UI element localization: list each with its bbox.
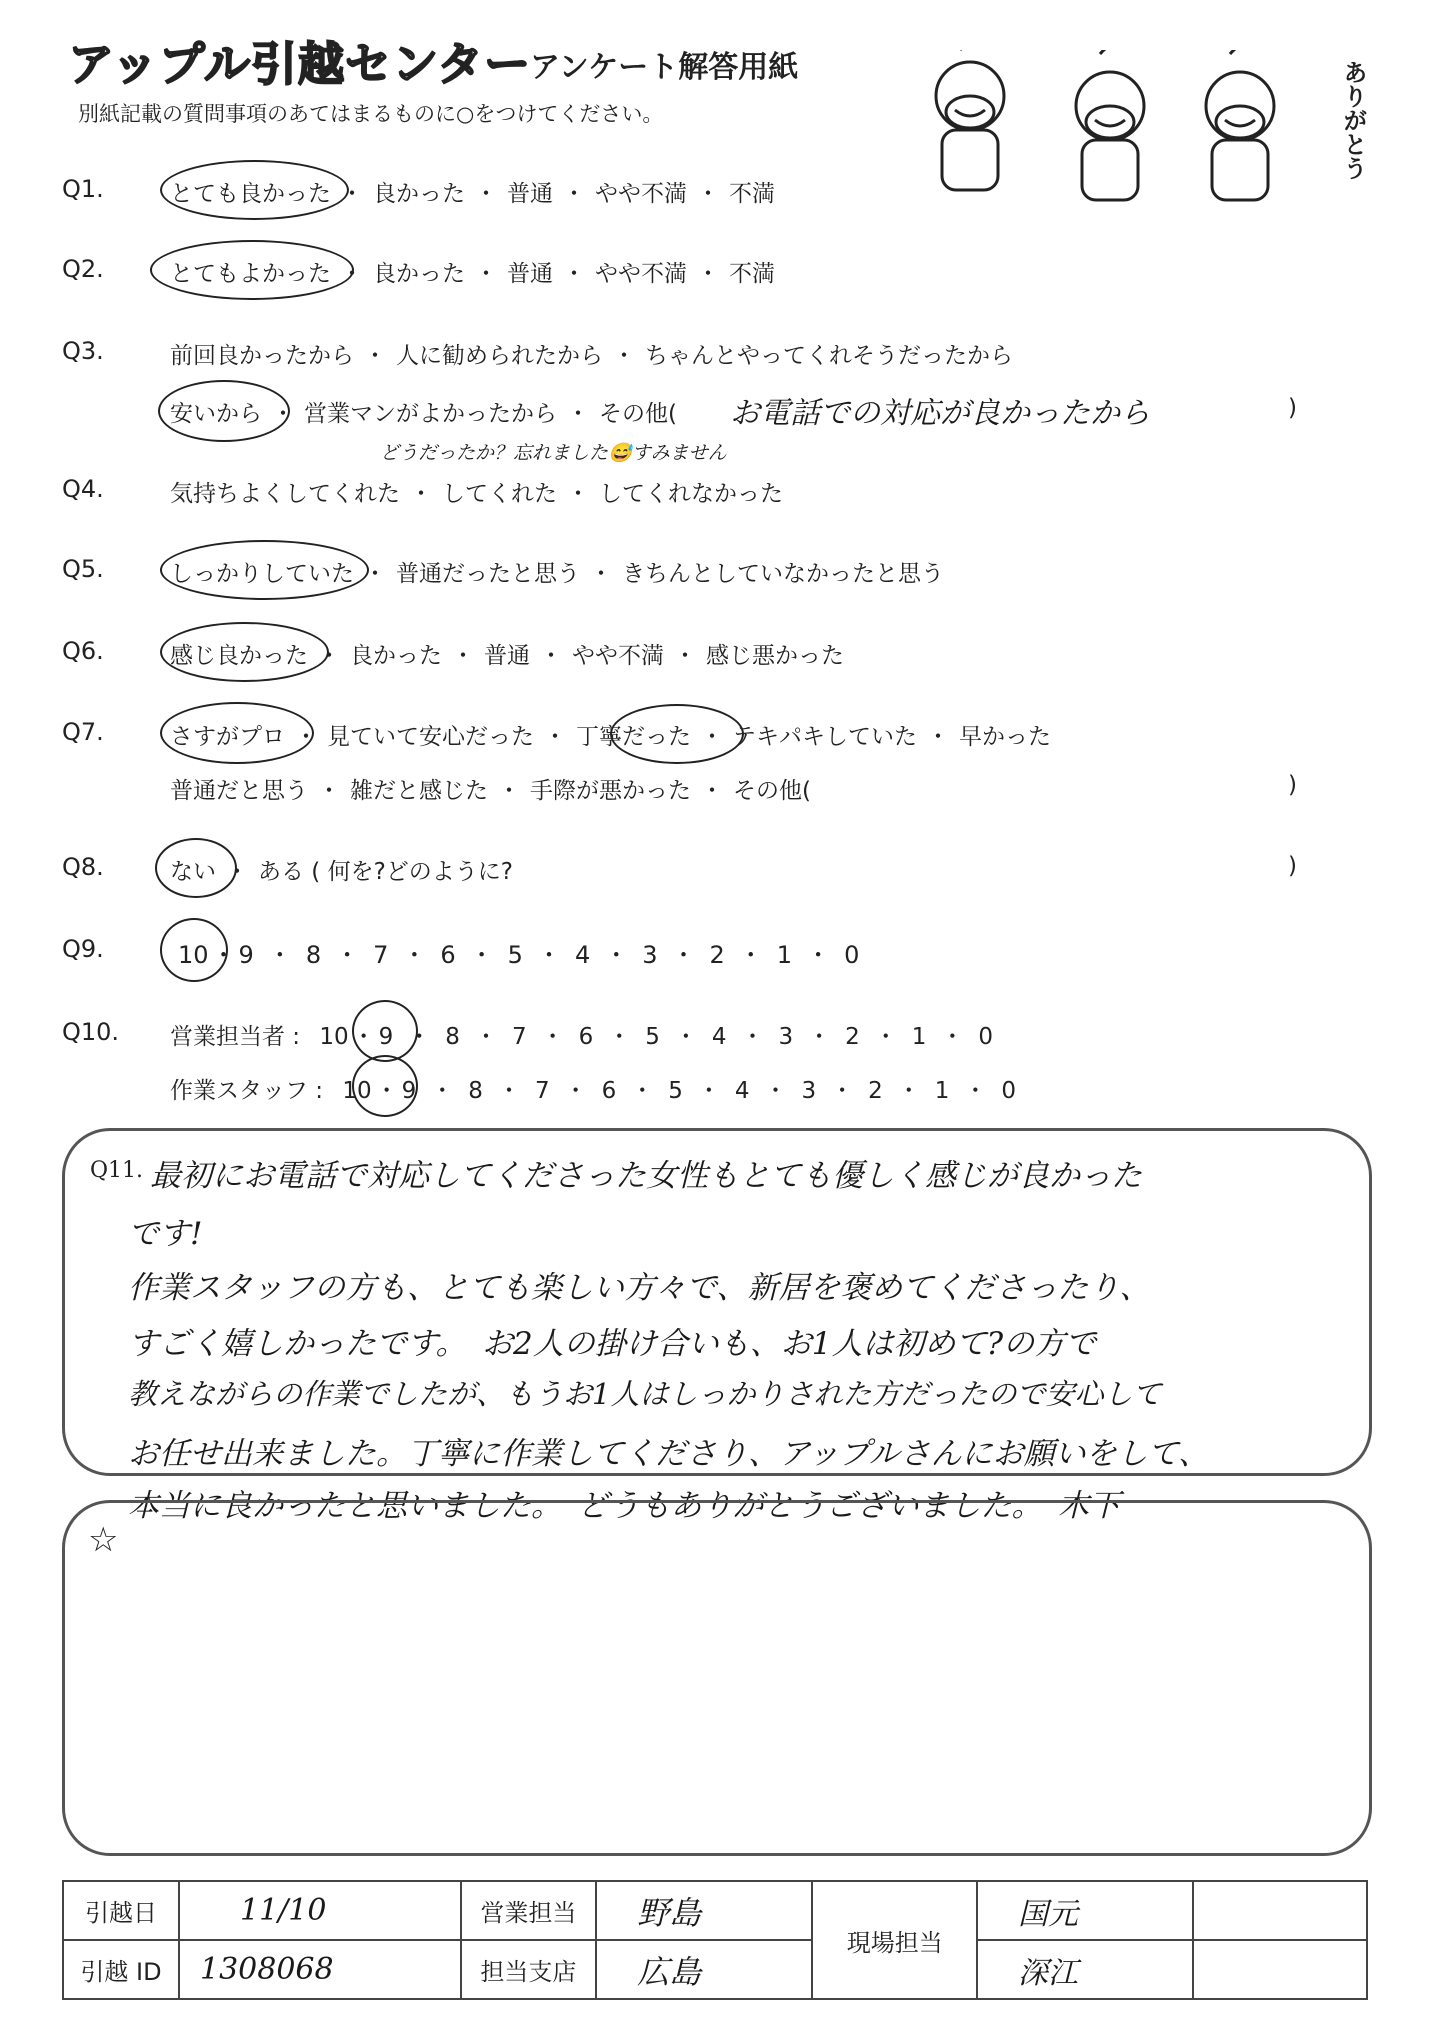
site-label: 現場担当 xyxy=(812,1881,977,1999)
q9-scale: 10 ・ 9 ・ 8 ・ 7 ・ 6 ・ 5 ・ 4 ・ 3 ・ 2 ・ 1 ・ 0 xyxy=(178,941,860,969)
q3-label: Q3. xyxy=(62,337,104,365)
q10-sales-score-1[interactable]: 1 xyxy=(911,1024,927,1050)
q4-option-2[interactable]: してくれた xyxy=(442,481,557,507)
q2-option-3[interactable]: 普通 xyxy=(507,261,553,287)
q6-option-1[interactable]: 感じ良かった xyxy=(170,643,308,669)
empty-cell xyxy=(1193,1881,1367,1940)
q9-score-5[interactable]: 5 xyxy=(507,941,523,969)
q7-option-9[interactable]: その他( xyxy=(733,778,811,804)
q6-option-2[interactable]: 良かった xyxy=(350,643,442,669)
q7-option-4[interactable]: テキパキしていた xyxy=(733,724,917,750)
q3-option-2[interactable]: 人に勧められたから xyxy=(396,343,603,369)
q9-score-9[interactable]: 9 xyxy=(238,941,254,969)
q11-line-6: お任せ出来ました。丁寧に作業してくださり、アップルさんにお願いをして、 xyxy=(128,1436,1209,1472)
q11-line-4: すごく嬉しかったです。 お2人の掛け合いも、お1人は初めて?の方で xyxy=(128,1326,1097,1362)
q10-staff-score-10[interactable]: 10 xyxy=(342,1078,372,1104)
q9-score-10[interactable]: 10 xyxy=(178,941,209,969)
move-date-label: 引越日 xyxy=(63,1881,179,1940)
q4-label: Q4. xyxy=(62,475,104,503)
q9-score-1[interactable]: 1 xyxy=(776,941,793,969)
q11-line-1: 最初にお電話で対応してくださった女性もとても優しく感じが良かった xyxy=(150,1158,1142,1194)
q1-label: Q1. xyxy=(62,175,104,203)
q9-score-7[interactable]: 7 xyxy=(373,941,389,969)
q10-sales-row: 営業担当者 : 10 ・ 9 ・ 8 ・ 7 ・ 6 ・ 5 ・ 4 ・ 3 ・ 2 ・ 1 ・ 0 xyxy=(170,1024,994,1050)
answer-circle xyxy=(160,540,369,600)
q10-sales-score-10[interactable]: 10 xyxy=(319,1024,349,1050)
company-title: アップル引越センター xyxy=(68,37,532,91)
q1-option-1[interactable]: とても良かった xyxy=(170,181,331,207)
answer-circle xyxy=(160,918,228,982)
q8-close-paren: ) xyxy=(1288,853,1297,879)
q10-sales-score-2[interactable]: 2 xyxy=(845,1024,860,1050)
q2-option-4[interactable]: やや不満 xyxy=(595,261,687,287)
q3-option-3[interactable]: ちゃんとやってくれそうだったから xyxy=(645,343,1013,369)
q5-option-3[interactable]: きちんとしていなかったと思う xyxy=(622,561,944,587)
q10-staff-score-8[interactable]: 8 xyxy=(468,1078,483,1104)
q9-score-2[interactable]: 2 xyxy=(709,941,725,969)
q3-note-handwritten: どうだったか？忘れました😅すみません xyxy=(380,442,727,464)
q10-staff-score-2[interactable]: 2 xyxy=(868,1078,883,1104)
branch-label: 担当支店 xyxy=(461,1940,596,1999)
q10-sales-score-8[interactable]: 8 xyxy=(445,1024,460,1050)
empty-cell xyxy=(1193,1940,1367,1999)
q7-line2: 普通だと思う ・ 雑だと感じた ・ 手際が悪かった ・ その他( xyxy=(170,778,811,804)
q10-sales-label: 営業担当者 : xyxy=(170,1024,301,1050)
q10-staff-score-7[interactable]: 7 xyxy=(534,1078,550,1104)
star-icon: ☆ xyxy=(88,1520,119,1560)
q10-staff-score-3[interactable]: 3 xyxy=(801,1078,817,1104)
answer-circle xyxy=(610,704,744,764)
form-title: アンケート解答用紙 xyxy=(530,50,799,85)
q3-line2: 安いから ・ 営業マンがよかったから ・ その他( xyxy=(170,401,677,427)
q10-staff-score-6[interactable]: 6 xyxy=(601,1078,617,1104)
q2-options: とてもよかった ・ 良かった ・ 普通 ・ やや不満 ・ 不満 xyxy=(170,261,775,287)
q9-score-3[interactable]: 3 xyxy=(642,941,658,969)
q1-option-2[interactable]: 良かった xyxy=(373,181,465,207)
q2-option-5[interactable]: 不満 xyxy=(729,261,775,287)
instruction-text: 別紙記載の質問事項のあてはまるものに○をつけてください。 xyxy=(78,102,664,126)
q7-option-8[interactable]: 手際が悪かった xyxy=(530,778,691,804)
q6-option-5[interactable]: 感じ悪かった xyxy=(706,643,844,669)
move-date-value: 11/10 xyxy=(179,1881,461,1940)
q4-option-1[interactable]: 気持ちよくしてくれた xyxy=(170,481,400,507)
q1-option-3[interactable]: 普通 xyxy=(507,181,553,207)
q11-line-5: 教えながらの作業でしたが、もうお1人はしっかりされた方だったので安心して xyxy=(128,1377,1162,1411)
q10-sales-score-9[interactable]: 9 xyxy=(378,1024,394,1050)
q7-option-1[interactable]: さすがプロ xyxy=(170,724,285,750)
q7-option-2[interactable]: 見ていて安心だった xyxy=(327,724,534,750)
q10-sales-score-3[interactable]: 3 xyxy=(778,1024,794,1050)
sales-value: 野島 xyxy=(596,1881,812,1940)
q10-staff-score-0[interactable]: 0 xyxy=(1001,1078,1017,1104)
q7-option-7[interactable]: 雑だと感じた xyxy=(350,778,488,804)
answer-circle xyxy=(155,838,237,898)
q6-label: Q6. xyxy=(62,637,104,665)
move-id-value: 1308068 xyxy=(179,1940,461,1999)
q5-option-2[interactable]: 普通だったと思う xyxy=(396,561,580,587)
q1-option-5[interactable]: 不満 xyxy=(729,181,775,207)
q3-option-4[interactable]: 安いから xyxy=(170,401,262,427)
answer-circle xyxy=(160,702,314,764)
q10-sales-score-4[interactable]: 4 xyxy=(711,1024,727,1050)
q10-label: Q10. xyxy=(62,1018,120,1046)
q8-label: Q8. xyxy=(62,853,104,881)
q10-staff-score-1[interactable]: 1 xyxy=(934,1078,950,1104)
monkey-mascot-icon xyxy=(900,50,1340,210)
site-staff-1: 国元 xyxy=(977,1881,1193,1940)
answer-circle xyxy=(150,240,354,300)
answer-circle xyxy=(160,622,329,682)
q9-score-0[interactable]: 0 xyxy=(844,941,860,969)
q3-option-5[interactable]: 営業マンがよかったから xyxy=(304,401,557,427)
q7-option-5[interactable]: 早かった xyxy=(959,724,1051,750)
q10-sales-score-6[interactable]: 6 xyxy=(578,1024,594,1050)
q1-options: とても良かった ・ 良かった ・ 普通 ・ やや不満 ・ 不満 xyxy=(170,181,775,207)
q6-options: 感じ良かった ・ 良かった ・ 普通 ・ やや不満 ・ 感じ悪かった xyxy=(170,643,844,669)
answer-circle xyxy=(352,1055,418,1117)
q2-option-1[interactable]: とてもよかった xyxy=(170,261,331,287)
answer-circle xyxy=(160,160,349,220)
sales-label: 営業担当 xyxy=(461,1881,596,1940)
q10-staff-score-5[interactable]: 5 xyxy=(668,1078,683,1104)
q11-line-3: 作業スタッフの方も、とても楽しい方々で、新居を褒めてくださったり、 xyxy=(128,1270,1151,1306)
thanks-text: ありがとう xyxy=(1339,60,1367,180)
q8-option-1[interactable]: ない xyxy=(170,859,216,885)
q3-option-1[interactable]: 前回良かったから xyxy=(170,343,354,369)
q10-sales-score-5[interactable]: 5 xyxy=(645,1024,660,1050)
q10-sales-score-0[interactable]: 0 xyxy=(978,1024,994,1050)
q5-option-1[interactable]: しっかりしていた xyxy=(170,561,354,587)
q11-line-7: 本当に良かったと思いました。 どうもありがとうございました。 木下 xyxy=(128,1488,1120,1524)
q5-label: Q5. xyxy=(62,555,104,583)
q2-option-2[interactable]: 良かった xyxy=(373,261,465,287)
q7-line1: さすがプロ ・ 見ていて安心だった ・ 丁寧だった ・ テキパキしていた ・ 早かった xyxy=(170,724,1051,750)
q10-staff-label: 作業スタッフ : xyxy=(170,1078,324,1104)
q7-close-paren: ) xyxy=(1288,772,1297,798)
q3-option-6[interactable]: その他( xyxy=(599,401,677,427)
q10-staff-row: 作業スタッフ : 10 ・ 9 ・ 8 ・ 7 ・ 6 ・ 5 ・ 4 ・ 3 ・ 2 ・ 1 ・ 0 xyxy=(170,1078,1017,1104)
q11-line-2: です! xyxy=(128,1216,203,1252)
branch-value: 広島 xyxy=(596,1940,812,1999)
move-id-label: 引越 ID xyxy=(63,1940,179,1999)
q2-label: Q2. xyxy=(62,255,104,283)
q11-label: Q11. xyxy=(90,1158,144,1183)
q1-option-4[interactable]: やや不満 xyxy=(595,181,687,207)
answer-circle xyxy=(158,380,290,442)
q10-staff-score-9[interactable]: 9 xyxy=(401,1078,417,1104)
q9-score-8[interactable]: 8 xyxy=(305,941,322,969)
q6-option-3[interactable]: 普通 xyxy=(484,643,530,669)
q7-option-6[interactable]: 普通だと思う xyxy=(170,778,308,804)
info-table xyxy=(62,1880,1368,2000)
q6-option-4[interactable]: やや不満 xyxy=(572,643,664,669)
q3-close-paren: ) xyxy=(1288,395,1297,421)
q7-option-3[interactable]: 丁寧だった xyxy=(576,724,691,750)
q3-other-handwritten: お電話での対応が良かったから xyxy=(730,396,1150,431)
q7-label: Q7. xyxy=(62,718,104,746)
free-comment-box xyxy=(62,1500,1372,1856)
q10-sales-score-7[interactable]: 7 xyxy=(511,1024,527,1050)
q5-options: しっかりしていた ・ 普通だったと思う ・ きちんとしていなかったと思う xyxy=(170,561,944,587)
site-staff-2: 深江 xyxy=(977,1940,1193,1999)
q4-option-3[interactable]: してくれなかった xyxy=(599,481,783,507)
q8-options: ない ・ ある ( 何を?どのように? xyxy=(170,859,514,885)
q4-options: 気持ちよくしてくれた ・ してくれた ・ してくれなかった xyxy=(170,481,783,507)
answer-circle xyxy=(352,1000,418,1062)
q9-score-6[interactable]: 6 xyxy=(440,941,456,969)
q9-label: Q9. xyxy=(62,935,104,963)
q8-option-2[interactable]: ある ( 何を?どのように? xyxy=(258,859,514,885)
q3-line1: 前回良かったから ・ 人に勧められたから ・ ちゃんとやってくれそうだったから xyxy=(170,343,1013,369)
q10-staff-score-4[interactable]: 4 xyxy=(734,1078,750,1104)
q9-score-4[interactable]: 4 xyxy=(574,941,591,969)
